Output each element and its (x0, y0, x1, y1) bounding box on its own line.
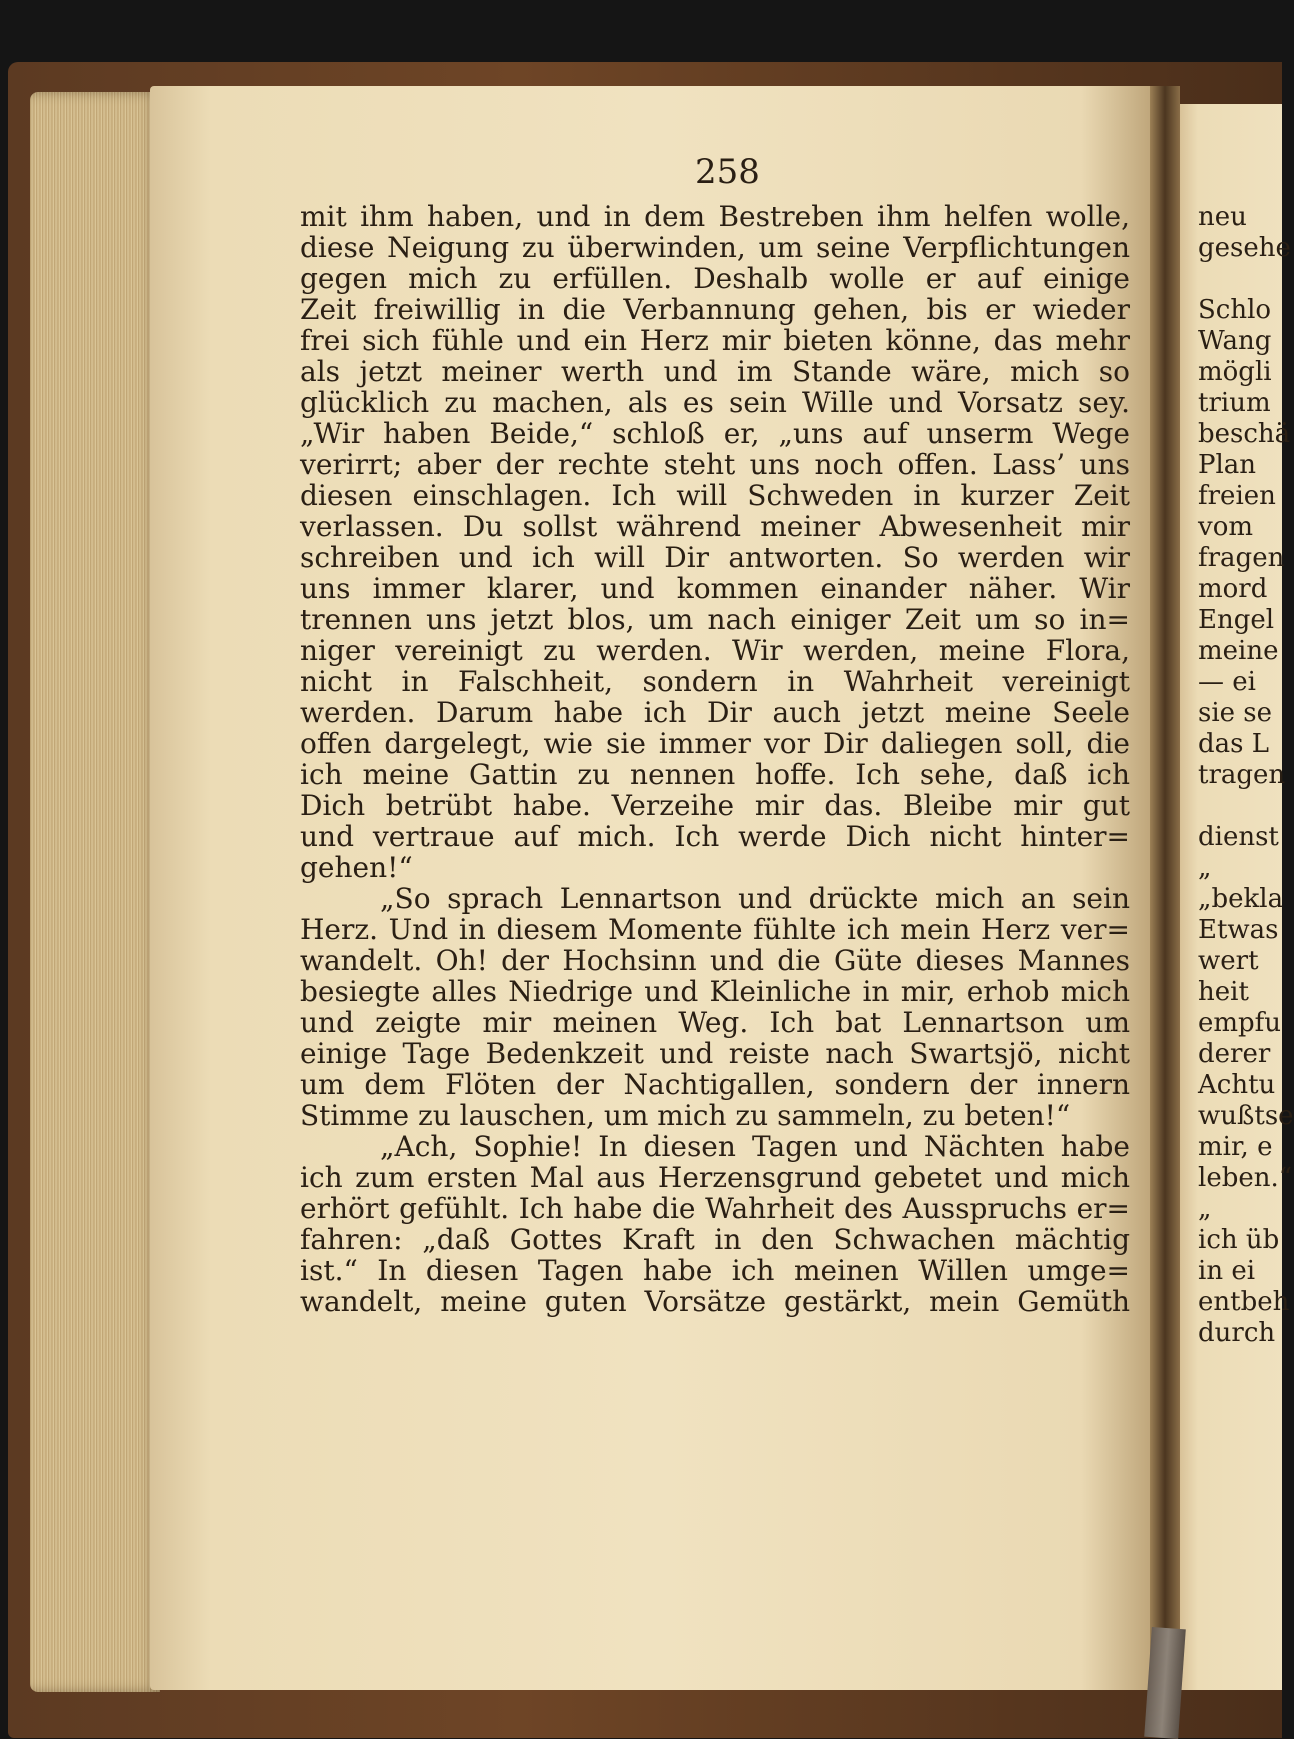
text-fragment: Plan (1198, 450, 1257, 480)
text-line: Zeit freiwillig in die Verbannung gehen, bis er wieder (300, 293, 1130, 326)
text-line: niger vereinigt zu werden. Wir werden, meine Flora, (300, 634, 1130, 667)
text-fragment: derer (1198, 1039, 1271, 1069)
text-fragment: beschä (1198, 419, 1291, 449)
text-fragment: heit (1198, 977, 1249, 1007)
text-line: frei sich fühle und ein Herz mir bieten könne, das mehr (300, 324, 1130, 357)
text-line: „Wir haben Beide,“ schloß er, „uns auf unserm Wege (300, 417, 1130, 450)
text-fragment: — ei (1198, 667, 1256, 697)
text-fragment: Engel (1198, 605, 1275, 635)
text-line: einige Tage Bedenkzeit und reiste nach Swartsjö, nicht (300, 1037, 1130, 1070)
text-fragment: neu (1198, 202, 1247, 232)
text-line: ist.“ In diesen Tagen habe ich meinen Willen umge= (300, 1254, 1130, 1287)
text-fragment: „ (1198, 853, 1212, 883)
text-fragment: vom (1198, 512, 1253, 542)
text-line: wandelt. Oh! der Hochsinn und die Güte dieses Mannes (300, 944, 1130, 977)
text-fragment: mord (1198, 574, 1268, 604)
text-line: verlassen. Du sollst während meiner Abwesenheit mir (300, 510, 1130, 543)
text-line: fahren: „daß Gottes Kraft in den Schwachen mächtig (300, 1223, 1130, 1256)
text-fragment: meine (1198, 636, 1279, 666)
text-line: offen dargelegt, wie sie immer vor Dir daliegen soll, die (300, 727, 1130, 760)
text-fragment: entbeh (1198, 1287, 1290, 1317)
text-fragment: empfu (1198, 1008, 1282, 1038)
text-fragment: das L (1198, 729, 1270, 759)
text-line: nicht in Falschheit, sondern in Wahrheit vereinigt (300, 665, 1130, 698)
text-fragment: Wang (1198, 326, 1272, 356)
text-line: Stimme zu lauschen, um mich zu sammeln, zu beten!“ (300, 1099, 1071, 1132)
text-line: mit ihm haben, und in dem Bestreben ihm helfen wolle, (300, 200, 1130, 233)
text-fragment: ich üb (1198, 1225, 1280, 1255)
text-line: erhört gefühlt. Ich habe die Wahrheit des Ausspruchs er= (300, 1192, 1130, 1225)
text-line: als jetzt meiner werth und im Stande wäre, mich so (300, 355, 1130, 388)
text-line: verirrt; aber der rechte steht uns noch offen. Lass’ uns (300, 448, 1130, 481)
text-line: gegen mich zu erfüllen. Deshalb wolle er auf einige (300, 262, 1130, 295)
text-fragment: gesehe (1198, 233, 1291, 263)
book-gutter (1150, 86, 1180, 1690)
text-fragment: dienst (1198, 822, 1279, 852)
text-line: wandelt, meine guten Vorsätze gestärkt, mein Gemüth (300, 1285, 1130, 1318)
text-line: und vertraue auf mich. Ich werde Dich nicht hinter= (300, 820, 1130, 853)
text-line: glücklich zu machen, als es sein Wille und Vorsatz sey. (300, 386, 1130, 419)
text-line: „So sprach Lennartson und drückte mich an sein (380, 882, 1130, 915)
text-fragment: „bekla (1198, 884, 1284, 914)
text-fragment: tragen (1198, 760, 1286, 790)
text-line: ich meine Gattin zu nennen hoffe. Ich sehe, daß ich (300, 758, 1130, 791)
text-fragment: leben.“ (1198, 1163, 1293, 1193)
text-fragment: sie se (1198, 698, 1273, 728)
text-fragment: „ (1198, 1194, 1212, 1224)
page-number: 258 (695, 152, 760, 192)
text-fragment: Schlo (1198, 295, 1272, 325)
text-fragment: trium (1198, 388, 1271, 418)
text-line: werden. Darum habe ich Dir auch jetzt meine Seele (300, 696, 1130, 729)
text-line: Herz. Und in diesem Momente fühlte ich mein Herz ver= (300, 913, 1130, 946)
text-line: uns immer klarer, und kommen einander näher. Wir (300, 572, 1130, 605)
text-fragment: Etwas (1198, 915, 1279, 945)
text-line: trennen uns jetzt blos, um nach einiger Zeit um so in= (300, 603, 1130, 636)
text-fragment: wußtse (1198, 1101, 1294, 1131)
page-edges (30, 92, 160, 1692)
text-line: und zeigte mir meinen Weg. Ich bat Lennartson um (300, 1006, 1130, 1039)
text-line: gehen!“ (300, 851, 413, 884)
text-line: „Ach, Sophie! In diesen Tagen und Nächten habe (380, 1130, 1130, 1163)
text-fragment: fragen (1198, 543, 1285, 573)
text-line: ich zum ersten Mal aus Herzensgrund gebetet und mich (300, 1161, 1130, 1194)
text-fragment: in ei (1198, 1256, 1256, 1286)
text-line: diese Neigung zu überwinden, um seine Verpflichtungen (300, 231, 1130, 264)
text-fragment: mögli (1198, 357, 1272, 387)
text-fragment: freien (1198, 481, 1276, 511)
text-line: Dich betrübt habe. Verzeihe mir das. Bleibe mir gut (300, 789, 1130, 822)
text-fragment: Achtu (1198, 1070, 1276, 1100)
text-fragment: wert (1198, 946, 1259, 976)
text-fragment: mir, e (1198, 1132, 1273, 1162)
text-line: um dem Flöten der Nachtigallen, sondern der innern (300, 1068, 1130, 1101)
text-line: besiegte alles Niedrige und Kleinliche in mir, erhob mich (300, 975, 1130, 1008)
text-line: schreiben und ich will Dir antworten. So werden wir (300, 541, 1130, 574)
text-fragment: durch (1198, 1318, 1276, 1348)
text-line: diesen einschlagen. Ich will Schweden in kurzer Zeit (300, 479, 1130, 512)
